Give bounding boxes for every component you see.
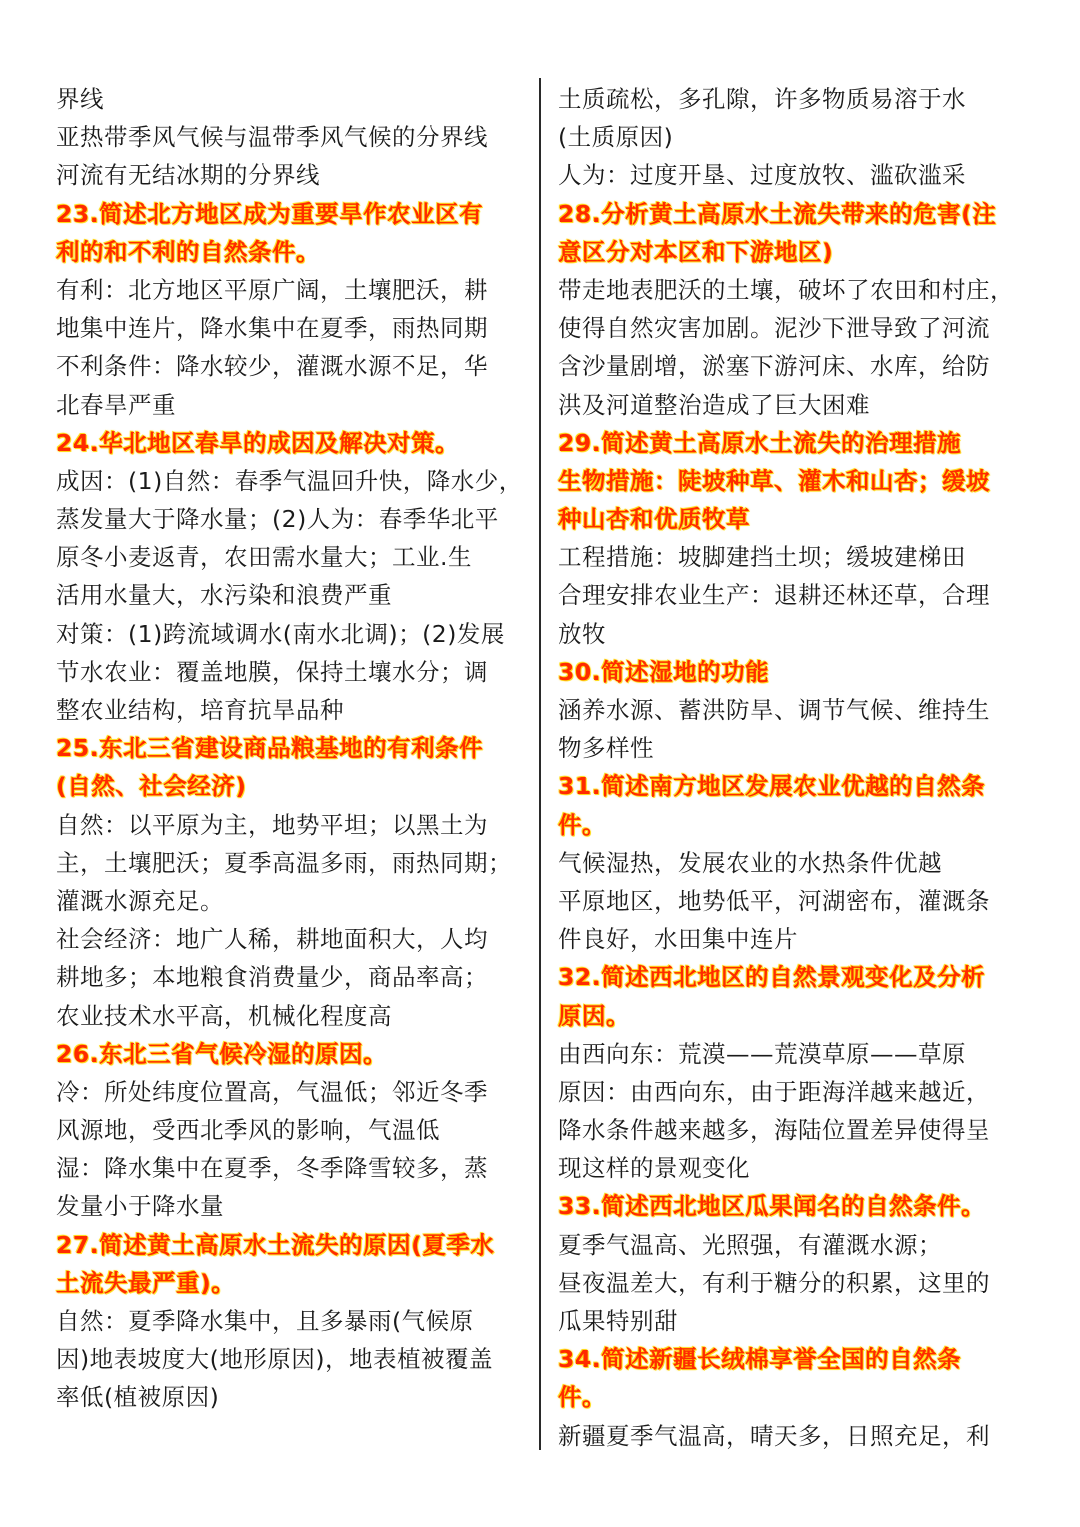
- question-heading-line: 23.简述北方地区成为重要旱作农业区有: [56, 199, 484, 228]
- question-heading-line: 31.简述南方地区发展农业优越的自然条: [558, 772, 986, 801]
- question-heading-line: 26.东北三省气候冷湿的原因。: [56, 1039, 388, 1068]
- answer-text-line: 洪及河道整治造成了巨大困难: [558, 390, 870, 419]
- answer-text-line: 含沙量剧增，淤塞下游河床、水库，给防: [558, 352, 990, 381]
- question-heading-line: 34.简述新疆长绒棉享誉全国的自然条: [558, 1345, 962, 1374]
- answer-text-line: 活用水量大，水污染和浪费严重: [56, 581, 392, 610]
- answer-text-line: 成因：(1)自然：春季气温回升快，降水少，: [56, 466, 523, 495]
- question-heading-line: 29.简述黄土高原水土流失的治理措施: [558, 428, 962, 457]
- answer-text-line: 不利条件：降水较少，灌溉水源不足，华: [56, 352, 488, 381]
- answer-text-line: 主，土壤肥沃；夏季高温多雨，雨热同期；: [56, 848, 512, 877]
- left-column: [56, 80, 526, 1417]
- question-heading-line: 33.简述西北地区瓜果闻名的自然条件。: [558, 1192, 986, 1221]
- answer-text-line: 瓜果特别甜: [558, 1307, 678, 1335]
- answer-text-line: 自然：以平原为主，地势平坦；以黑土为: [56, 810, 488, 839]
- answer-text-line: 合理安排农业生产：退耕还林还草，合理: [558, 581, 990, 610]
- answer-text-line: 灌溉水源充足。: [56, 886, 224, 915]
- question-heading-line: 利的和不利的自然条件。: [56, 237, 320, 266]
- answer-text-line: 平原地区，地势低平，河湖密布，灌溉条: [558, 886, 990, 915]
- question-heading-line: 30.简述湿地的功能: [558, 657, 770, 686]
- question-heading-line: 种山杏和优质牧草: [558, 505, 750, 534]
- answer-text-line: 农业技术水平高，机械化程度高: [56, 1001, 392, 1030]
- answer-text-line: 现这样的景观变化: [558, 1154, 750, 1183]
- question-heading-line: 28.分析黄土高原水土流失带来的危害(注: [558, 199, 997, 228]
- column-divider: [539, 78, 541, 1450]
- answer-text-line: 率低(植被原因): [56, 1383, 220, 1412]
- right-column: [558, 80, 1033, 1455]
- answer-text-line: 因)地表坡度大(地形原因)，地表植被覆盖: [56, 1345, 494, 1374]
- answer-text-line: 件良好，水田集中连片: [558, 925, 798, 954]
- answer-text-line: 亚热带季风气候与温带季风气候的分界线: [56, 123, 488, 152]
- answer-text-line: 物多样性: [558, 734, 654, 763]
- answer-text-line: 降水条件越来越多，海陆位置差异使得呈: [558, 1116, 990, 1145]
- answer-text-line: 界线: [56, 85, 104, 113]
- answer-text-line: 原冬小麦返青，农田需水量大；工业.生: [56, 543, 472, 572]
- question-heading-line: 32.简述西北地区的自然景观变化及分析: [558, 963, 986, 992]
- answer-text-line: 人为：过度开垦、过度放牧、滥砍滥采: [558, 161, 966, 190]
- answer-text-line: 河流有无结冰期的分界线: [56, 161, 320, 190]
- answer-text-line: 昼夜温差大，有利于糖分的积累，这里的: [558, 1268, 990, 1297]
- question-heading-line: 27.简述黄土高原水土流失的原因(夏季水: [56, 1230, 495, 1259]
- answer-text-line: 夏季气温高、光照强，有灌溉水源；: [558, 1230, 942, 1259]
- answer-text-line: 涵养水源、蓄洪防旱、调节气候、维持生: [558, 696, 990, 724]
- answer-text-line: 有利：北方地区平原广阔，土壤肥沃，耕: [56, 275, 488, 304]
- answer-text-line: (土质原因): [558, 123, 674, 152]
- answer-text-line: 新疆夏季气温高，晴天多，日照充足，利: [558, 1421, 990, 1450]
- answer-text-line: 北春旱严重: [56, 390, 176, 419]
- answer-text-line: 蒸发量大于降水量；(2)人为：春季华北平: [56, 505, 499, 534]
- answer-text-line: 土质疏松，多孔隙，许多物质易溶于水: [558, 85, 966, 113]
- answer-text-line: 原因：由西向东，由于距海洋越来越近，: [558, 1077, 990, 1106]
- answer-text-line: 气候湿热，发展农业的水热条件优越: [558, 848, 942, 877]
- answer-text-line: 由西向东：荒漠——荒漠草原——草原: [558, 1039, 966, 1068]
- answer-text-line: 工程措施：坡脚建挡土坝；缓坡建梯田: [558, 543, 966, 572]
- question-heading-line: 25.东北三省建设商品粮基地的有利条件: [56, 734, 484, 763]
- answer-text-line: 冷：所处纬度位置高，气温低；邻近冬季: [56, 1077, 488, 1106]
- question-heading-line: 件。: [558, 810, 606, 839]
- answer-text-line: 整农业结构，培育抗旱品种: [56, 696, 344, 724]
- question-heading-line: 24.华北地区春旱的成因及解决对策。: [56, 428, 460, 457]
- answer-text-line: 放牧: [558, 619, 606, 648]
- answer-text-line: 地集中连片，降水集中在夏季，雨热同期: [56, 314, 488, 343]
- question-heading-line: 原因。: [558, 1001, 630, 1030]
- answer-text-line: 对策：(1)跨流域调水(南水北调)；(2)发展: [56, 619, 505, 648]
- answer-text-line: 风源地，受西北季风的影响，气温低: [56, 1116, 440, 1145]
- question-heading-line: (自然、社会经济): [56, 772, 247, 801]
- answer-text-line: 节水农业：覆盖地膜，保持土壤水分；调: [56, 657, 488, 686]
- answer-text-line: 发量小于降水量: [56, 1192, 224, 1221]
- answer-text-line: 使得自然灾害加剧。泥沙下泄导致了河流: [558, 314, 990, 343]
- answer-text-line: 湿：降水集中在夏季，冬季降雪较多，蒸: [56, 1154, 488, 1183]
- question-heading-line: 土流失最严重)。: [56, 1268, 236, 1297]
- answer-text-line: 带走地表肥沃的土壤，破坏了农田和村庄，: [558, 275, 1014, 304]
- answer-text-line: 自然：夏季降水集中，且多暴雨(气候原: [56, 1307, 474, 1335]
- answer-text-line: 耕地多；本地粮食消费量少，商品率高；: [56, 963, 488, 992]
- question-heading-line: 生物措施：陡坡种草、灌木和山杏；缓坡: [558, 466, 990, 495]
- question-heading-line: 件。: [558, 1383, 606, 1412]
- answer-text-line: 社会经济：地广人稀，耕地面积大，人均: [56, 925, 488, 954]
- question-heading-line: 意区分对本区和下游地区): [558, 237, 834, 266]
